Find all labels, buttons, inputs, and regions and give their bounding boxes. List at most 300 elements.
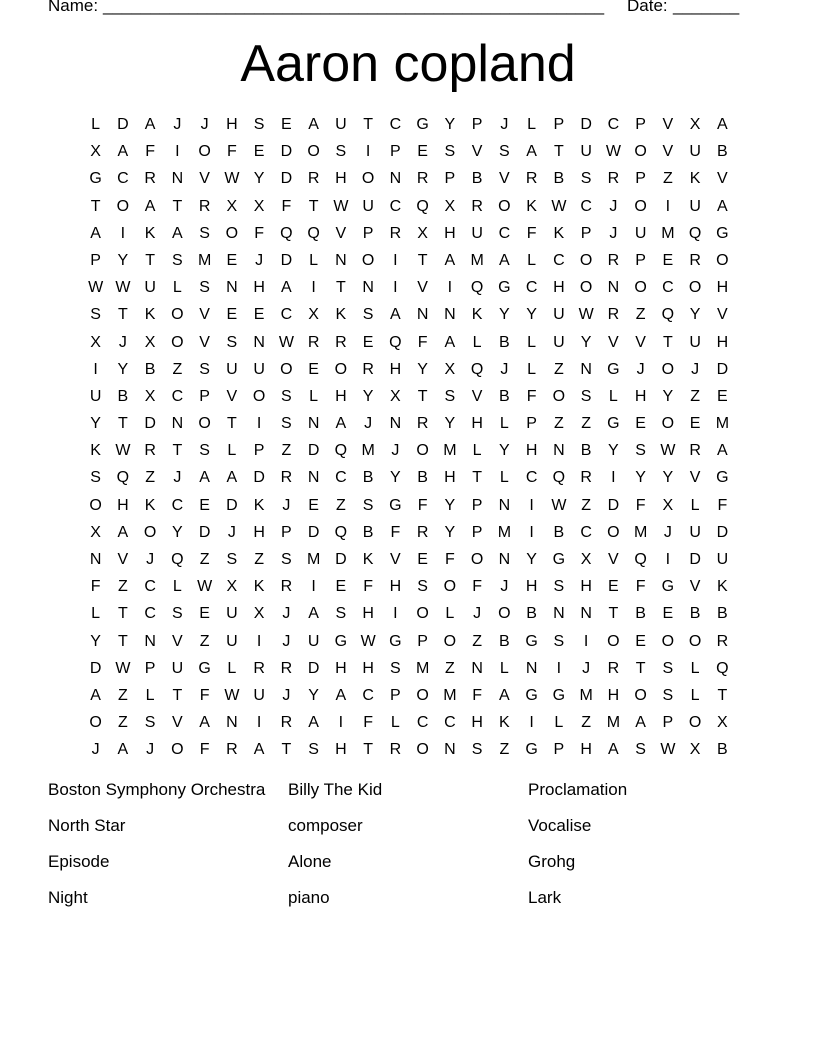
grid-letter[interactable]: D <box>280 143 293 161</box>
grid-letter[interactable]: I <box>256 714 262 732</box>
grid-letter[interactable]: H <box>389 578 402 596</box>
grid-letter[interactable]: B <box>689 605 701 623</box>
grid-letter[interactable]: E <box>335 578 347 596</box>
grid-letter[interactable]: A <box>117 143 129 161</box>
grid-letter[interactable]: S <box>281 387 292 405</box>
grid-letter[interactable]: N <box>389 415 402 433</box>
grid-letter[interactable]: T <box>117 415 128 433</box>
grid-letter[interactable]: I <box>529 714 534 732</box>
grid-letter[interactable]: O <box>443 632 457 650</box>
grid-letter[interactable]: Q <box>334 442 348 460</box>
grid-letter[interactable]: T <box>472 469 483 487</box>
grid-letter[interactable]: N <box>226 714 238 732</box>
grid-letter[interactable]: Z <box>581 415 592 433</box>
grid-letter[interactable]: X <box>717 714 728 732</box>
grid-letter[interactable]: M <box>633 523 648 541</box>
grid-letter[interactable]: O <box>470 551 484 568</box>
grid-letter[interactable]: C <box>144 578 156 596</box>
grid-letter[interactable]: J <box>255 251 264 269</box>
grid-letter[interactable]: P <box>553 741 565 759</box>
grid-letter[interactable]: A <box>717 442 728 460</box>
name-field[interactable]: _____________________________________________________ <box>103 0 605 15</box>
grid-letter[interactable]: U <box>580 143 592 161</box>
grid-letter[interactable]: R <box>580 469 592 487</box>
grid-letter[interactable]: O <box>634 143 647 161</box>
grid-letter[interactable]: R <box>253 659 265 677</box>
grid-letter[interactable]: F <box>717 496 728 514</box>
grid-letter[interactable]: V <box>335 224 347 242</box>
grid-letter[interactable]: T <box>172 686 183 704</box>
grid-letter[interactable]: B <box>717 741 728 759</box>
grid-letter[interactable]: E <box>635 415 646 433</box>
grid-letter[interactable]: E <box>226 306 238 324</box>
grid-letter[interactable]: V <box>417 279 428 297</box>
grid-letter[interactable]: Y <box>308 686 319 704</box>
grid-letter[interactable]: R <box>389 741 402 759</box>
grid-letter[interactable]: W <box>88 279 104 297</box>
grid-letter[interactable]: N <box>498 551 511 568</box>
grid-letter[interactable]: X <box>90 523 101 541</box>
grid-letter[interactable]: G <box>334 632 348 650</box>
grid-letter[interactable]: N <box>416 306 429 324</box>
grid-letter[interactable]: C <box>171 496 184 514</box>
grid-letter[interactable]: A <box>144 116 156 133</box>
grid-letter[interactable]: H <box>335 387 347 405</box>
grid-letter[interactable]: O <box>171 333 184 351</box>
grid-letter[interactable]: C <box>444 714 456 732</box>
grid-letter[interactable]: S <box>444 387 456 405</box>
grid-letter[interactable]: Z <box>444 659 455 677</box>
grid-letter[interactable]: U <box>553 306 565 324</box>
grid-letter[interactable]: S <box>580 387 592 405</box>
grid-letter[interactable]: F <box>472 686 483 704</box>
grid-letter[interactable]: B <box>499 632 510 650</box>
grid-letter[interactable]: C <box>389 116 402 133</box>
grid-letter[interactable]: L <box>554 714 564 732</box>
grid-letter[interactable]: P <box>662 714 674 732</box>
grid-letter[interactable]: U <box>253 360 265 378</box>
grid-letter[interactable]: G <box>198 659 211 677</box>
grid-letter[interactable]: I <box>665 551 671 568</box>
grid-letter[interactable]: T <box>117 306 128 324</box>
grid-letter[interactable]: Y <box>172 523 183 541</box>
grid-letter[interactable]: L <box>690 686 700 704</box>
grid-letter[interactable]: B <box>553 523 565 541</box>
grid-letter[interactable]: S <box>662 659 674 677</box>
grid-letter[interactable]: I <box>338 714 344 732</box>
grid-letter[interactable]: S <box>281 415 292 433</box>
grid-letter[interactable]: V <box>471 143 483 161</box>
grid-letter[interactable]: S <box>335 143 347 161</box>
grid-letter[interactable]: K <box>717 578 728 596</box>
grid-letter[interactable]: P <box>471 523 483 541</box>
grid-letter[interactable]: T <box>226 415 237 433</box>
grid-letter[interactable]: J <box>364 415 373 433</box>
grid-letter[interactable]: P <box>390 143 401 161</box>
grid-letter[interactable]: C <box>607 116 620 133</box>
grid-letter[interactable]: L <box>172 279 182 297</box>
grid-letter[interactable]: A <box>335 415 347 433</box>
grid-letter[interactable]: G <box>498 279 511 297</box>
grid-letter[interactable]: J <box>391 442 400 460</box>
grid-letter[interactable]: L <box>227 442 237 460</box>
grid-letter[interactable]: A <box>117 741 129 759</box>
grid-letter[interactable]: Q <box>716 659 729 677</box>
grid-letter[interactable]: S <box>362 306 374 324</box>
grid-letter[interactable]: Z <box>581 496 592 514</box>
grid-letter[interactable]: O <box>143 523 157 541</box>
grid-letter[interactable]: E <box>308 360 319 378</box>
grid-letter[interactable]: G <box>525 632 538 650</box>
grid-letter[interactable]: X <box>90 333 101 351</box>
grid-letter[interactable]: F <box>145 143 156 161</box>
grid-letter[interactable]: I <box>393 251 398 269</box>
grid-letter[interactable]: O <box>634 197 647 215</box>
grid-letter[interactable]: L <box>472 333 482 351</box>
grid-letter[interactable]: X <box>144 387 156 405</box>
grid-letter[interactable]: Y <box>499 306 510 324</box>
grid-letter[interactable]: I <box>529 496 534 514</box>
grid-letter[interactable]: O <box>661 360 675 378</box>
grid-letter[interactable]: I <box>365 143 371 161</box>
grid-letter[interactable]: L <box>527 116 537 133</box>
grid-letter[interactable]: S <box>281 551 292 568</box>
grid-letter[interactable]: L <box>309 251 319 269</box>
grid-letter[interactable]: A <box>144 197 156 215</box>
grid-letter[interactable]: H <box>362 659 374 677</box>
grid-letter[interactable]: Y <box>689 306 701 324</box>
grid-letter[interactable]: P <box>362 224 374 242</box>
grid-letter[interactable]: P <box>90 251 101 269</box>
grid-letter[interactable]: Y <box>580 333 592 351</box>
grid-letter[interactable]: R <box>607 251 620 269</box>
grid-letter[interactable]: S <box>199 442 210 460</box>
grid-letter[interactable]: Z <box>581 714 592 732</box>
grid-letter[interactable]: M <box>497 523 512 541</box>
grid-letter[interactable]: B <box>117 387 129 405</box>
grid-letter[interactable]: S <box>553 632 565 650</box>
grid-letter[interactable]: G <box>525 741 538 759</box>
grid-letter[interactable]: F <box>472 578 483 596</box>
grid-letter[interactable]: U <box>362 197 374 215</box>
grid-letter[interactable]: V <box>226 387 238 405</box>
grid-letter[interactable]: O <box>416 605 429 623</box>
grid-letter[interactable]: U <box>716 551 729 568</box>
grid-letter[interactable]: R <box>144 170 156 188</box>
grid-letter[interactable]: R <box>607 306 620 324</box>
grid-letter[interactable]: Y <box>662 387 674 405</box>
grid-letter[interactable]: B <box>526 605 537 623</box>
grid-letter[interactable]: M <box>606 714 621 732</box>
grid-letter[interactable]: N <box>580 360 592 378</box>
grid-letter[interactable]: Z <box>117 714 128 732</box>
grid-letter[interactable]: O <box>634 686 647 704</box>
grid-letter[interactable]: N <box>335 251 347 269</box>
grid-letter[interactable]: D <box>89 659 102 677</box>
grid-letter[interactable]: L <box>309 387 319 405</box>
grid-letter[interactable]: Y <box>390 469 401 487</box>
grid-letter[interactable]: S <box>390 659 401 677</box>
grid-letter[interactable]: S <box>580 170 592 188</box>
grid-letter[interactable]: B <box>499 333 510 351</box>
grid-letter[interactable]: X <box>226 197 238 215</box>
grid-letter[interactable]: R <box>144 442 156 460</box>
grid-letter[interactable]: B <box>362 469 374 487</box>
grid-letter[interactable]: O <box>716 251 729 269</box>
grid-letter[interactable]: L <box>172 578 182 596</box>
grid-letter[interactable]: J <box>691 360 700 378</box>
grid-letter[interactable]: F <box>226 143 237 161</box>
grid-letter[interactable]: T <box>281 741 292 759</box>
grid-letter[interactable]: J <box>282 496 291 514</box>
grid-letter[interactable]: P <box>144 659 156 677</box>
grid-letter[interactable]: F <box>199 741 210 759</box>
grid-letter[interactable]: W <box>660 741 676 759</box>
grid-letter[interactable]: R <box>307 333 320 351</box>
grid-letter[interactable]: I <box>393 279 398 297</box>
grid-letter[interactable]: A <box>281 279 292 297</box>
grid-letter[interactable]: O <box>607 632 620 650</box>
grid-letter[interactable]: H <box>444 469 456 487</box>
grid-letter[interactable]: X <box>444 360 456 378</box>
grid-letter[interactable]: O <box>116 197 130 215</box>
grid-letter[interactable]: M <box>361 442 375 460</box>
grid-letter[interactable]: V <box>117 551 129 568</box>
grid-letter[interactable]: A <box>308 605 319 623</box>
grid-letter[interactable]: E <box>662 251 674 269</box>
grid-letter[interactable]: P <box>635 116 646 133</box>
grid-letter[interactable]: E <box>417 143 428 161</box>
grid-letter[interactable]: S <box>199 279 210 297</box>
grid-letter[interactable]: T <box>117 632 128 650</box>
grid-letter[interactable]: H <box>335 741 347 759</box>
grid-letter[interactable]: X <box>308 306 319 324</box>
grid-letter[interactable]: S <box>635 442 646 460</box>
grid-letter[interactable]: P <box>417 632 428 650</box>
grid-letter[interactable]: R <box>689 251 701 269</box>
grid-letter[interactable]: C <box>662 279 674 297</box>
grid-letter[interactable]: L <box>227 659 237 677</box>
grid-letter[interactable]: X <box>444 197 456 215</box>
grid-letter[interactable]: P <box>635 170 646 188</box>
grid-letter[interactable]: X <box>580 551 592 568</box>
grid-letter[interactable]: H <box>525 578 538 596</box>
grid-letter[interactable]: N <box>525 659 538 677</box>
grid-letter[interactable]: O <box>280 360 293 378</box>
grid-letter[interactable]: M <box>443 686 457 704</box>
grid-letter[interactable]: Y <box>526 306 537 324</box>
grid-letter[interactable]: V <box>635 333 646 351</box>
grid-letter[interactable]: V <box>499 170 510 188</box>
grid-letter[interactable]: Y <box>444 116 456 133</box>
grid-letter[interactable]: D <box>607 496 620 514</box>
grid-letter[interactable]: O <box>498 605 511 623</box>
grid-letter[interactable]: K <box>144 496 156 514</box>
grid-letter[interactable]: B <box>499 387 510 405</box>
grid-letter[interactable]: Y <box>526 551 537 568</box>
grid-letter[interactable]: O <box>416 686 429 704</box>
grid-letter[interactable]: L <box>608 387 618 405</box>
grid-letter[interactable]: P <box>526 415 537 433</box>
grid-letter[interactable]: A <box>717 197 728 215</box>
grid-letter[interactable]: T <box>417 387 428 405</box>
grid-letter[interactable]: H <box>607 686 620 704</box>
grid-letter[interactable]: Q <box>416 197 429 215</box>
grid-letter[interactable]: V <box>199 306 210 324</box>
grid-letter[interactable]: Z <box>199 632 210 650</box>
grid-letter[interactable]: S <box>90 306 101 324</box>
grid-letter[interactable]: W <box>605 143 621 161</box>
grid-letter[interactable]: F <box>90 578 101 596</box>
grid-letter[interactable]: P <box>580 224 592 242</box>
grid-letter[interactable]: R <box>607 170 620 188</box>
grid-letter[interactable]: T <box>308 197 319 215</box>
grid-letter[interactable]: I <box>120 224 126 242</box>
grid-letter[interactable]: W <box>224 686 240 704</box>
grid-letter[interactable]: P <box>635 251 646 269</box>
grid-letter[interactable]: W <box>278 333 294 351</box>
grid-letter[interactable]: Q <box>334 523 348 541</box>
grid-letter[interactable]: S <box>226 333 238 351</box>
grid-letter[interactable]: M <box>579 686 593 704</box>
grid-letter[interactable]: N <box>89 551 102 568</box>
grid-letter[interactable]: K <box>526 197 537 215</box>
grid-letter[interactable]: K <box>362 551 374 568</box>
grid-letter[interactable]: Q <box>280 224 293 242</box>
grid-letter[interactable]: O <box>498 197 511 215</box>
grid-letter[interactable]: K <box>553 224 565 242</box>
grid-letter[interactable]: V <box>199 170 210 188</box>
grid-letter[interactable]: Q <box>307 224 320 242</box>
grid-letter[interactable]: N <box>226 279 238 297</box>
grid-letter[interactable]: A <box>90 224 101 242</box>
grid-letter[interactable]: P <box>471 116 483 133</box>
grid-letter[interactable]: T <box>363 741 374 759</box>
grid-letter[interactable]: T <box>662 333 673 351</box>
grid-letter[interactable]: J <box>282 686 291 704</box>
grid-letter[interactable]: F <box>417 333 428 351</box>
grid-letter[interactable]: J <box>500 360 509 378</box>
grid-letter[interactable]: M <box>306 551 321 568</box>
grid-letter[interactable]: X <box>253 605 265 623</box>
grid-letter[interactable]: E <box>689 415 701 433</box>
grid-letter[interactable]: D <box>716 360 729 378</box>
grid-letter[interactable]: R <box>389 224 402 242</box>
grid-letter[interactable]: Y <box>635 469 646 487</box>
grid-letter[interactable]: D <box>307 442 320 460</box>
grid-letter[interactable]: H <box>580 741 592 759</box>
grid-letter[interactable]: X <box>662 496 674 514</box>
grid-letter[interactable]: L <box>499 415 509 433</box>
grid-letter[interactable]: X <box>90 143 101 161</box>
grid-letter[interactable]: O <box>171 306 184 324</box>
grid-letter[interactable]: C <box>580 197 592 215</box>
grid-letter[interactable]: V <box>717 306 728 324</box>
grid-letter[interactable]: I <box>611 469 616 487</box>
grid-letter[interactable]: R <box>280 469 293 487</box>
grid-letter[interactable]: D <box>253 469 265 487</box>
grid-letter[interactable]: V <box>172 632 183 650</box>
grid-letter[interactable]: Y <box>444 496 456 514</box>
grid-letter[interactable]: L <box>690 496 700 514</box>
grid-letter[interactable]: O <box>361 170 375 188</box>
grid-letter[interactable]: I <box>556 659 562 677</box>
grid-letter[interactable]: G <box>552 551 566 568</box>
grid-letter[interactable]: Q <box>470 360 484 378</box>
grid-letter[interactable]: V <box>199 333 210 351</box>
grid-letter[interactable]: I <box>93 360 98 378</box>
grid-letter[interactable]: L <box>91 116 101 133</box>
grid-letter[interactable]: Y <box>117 251 129 269</box>
grid-letter[interactable]: F <box>281 197 292 215</box>
grid-letter[interactable]: J <box>636 360 645 378</box>
grid-letter[interactable]: L <box>445 605 455 623</box>
grid-letter[interactable]: F <box>635 496 646 514</box>
grid-letter[interactable]: O <box>89 714 102 732</box>
grid-letter[interactable]: L <box>527 360 537 378</box>
grid-letter[interactable]: K <box>335 306 347 324</box>
grid-letter[interactable]: H <box>471 714 483 732</box>
grid-letter[interactable]: N <box>444 306 456 324</box>
grid-letter[interactable]: C <box>580 523 592 541</box>
grid-letter[interactable]: H <box>444 224 456 242</box>
grid-letter[interactable]: G <box>89 170 102 188</box>
grid-letter[interactable]: C <box>117 170 129 188</box>
grid-letter[interactable]: H <box>634 387 647 405</box>
grid-letter[interactable]: R <box>335 333 347 351</box>
grid-letter[interactable]: B <box>471 170 483 188</box>
grid-letter[interactable]: G <box>552 686 566 704</box>
grid-letter[interactable]: J <box>118 333 127 351</box>
grid-letter[interactable]: G <box>607 360 620 378</box>
grid-letter[interactable]: H <box>335 170 347 188</box>
grid-letter[interactable]: X <box>689 116 701 133</box>
grid-letter[interactable]: I <box>256 415 262 433</box>
grid-letter[interactable]: R <box>416 415 429 433</box>
grid-letter[interactable]: M <box>197 251 212 269</box>
grid-letter[interactable]: T <box>172 197 183 215</box>
grid-letter[interactable]: H <box>226 116 238 133</box>
grid-letter[interactable]: T <box>363 116 374 133</box>
grid-letter[interactable]: N <box>144 632 156 650</box>
grid-letter[interactable]: X <box>144 333 156 351</box>
grid-letter[interactable]: W <box>197 578 213 596</box>
grid-letter[interactable]: T <box>117 605 128 623</box>
grid-letter[interactable]: E <box>662 605 674 623</box>
grid-letter[interactable]: U <box>689 523 701 541</box>
grid-letter[interactable]: S <box>335 605 347 623</box>
grid-letter[interactable]: W <box>115 442 131 460</box>
grid-letter[interactable]: D <box>580 116 592 133</box>
grid-letter[interactable]: L <box>499 469 509 487</box>
grid-letter[interactable]: U <box>335 116 347 133</box>
grid-letter[interactable]: J <box>173 469 182 487</box>
grid-letter[interactable]: Y <box>662 469 674 487</box>
grid-letter[interactable]: V <box>471 387 483 405</box>
grid-letter[interactable]: T <box>717 686 728 704</box>
grid-letter[interactable]: T <box>145 251 156 269</box>
grid-letter[interactable]: G <box>416 116 429 133</box>
grid-letter[interactable]: C <box>416 714 429 732</box>
grid-letter[interactable]: I <box>583 632 589 650</box>
grid-letter[interactable]: B <box>717 605 728 623</box>
grid-letter[interactable]: D <box>198 523 211 541</box>
grid-letter[interactable]: C <box>525 279 538 297</box>
grid-letter[interactable]: C <box>525 469 538 487</box>
grid-letter[interactable]: M <box>661 224 675 242</box>
grid-letter[interactable]: U <box>689 333 701 351</box>
grid-letter[interactable]: D <box>117 116 129 133</box>
